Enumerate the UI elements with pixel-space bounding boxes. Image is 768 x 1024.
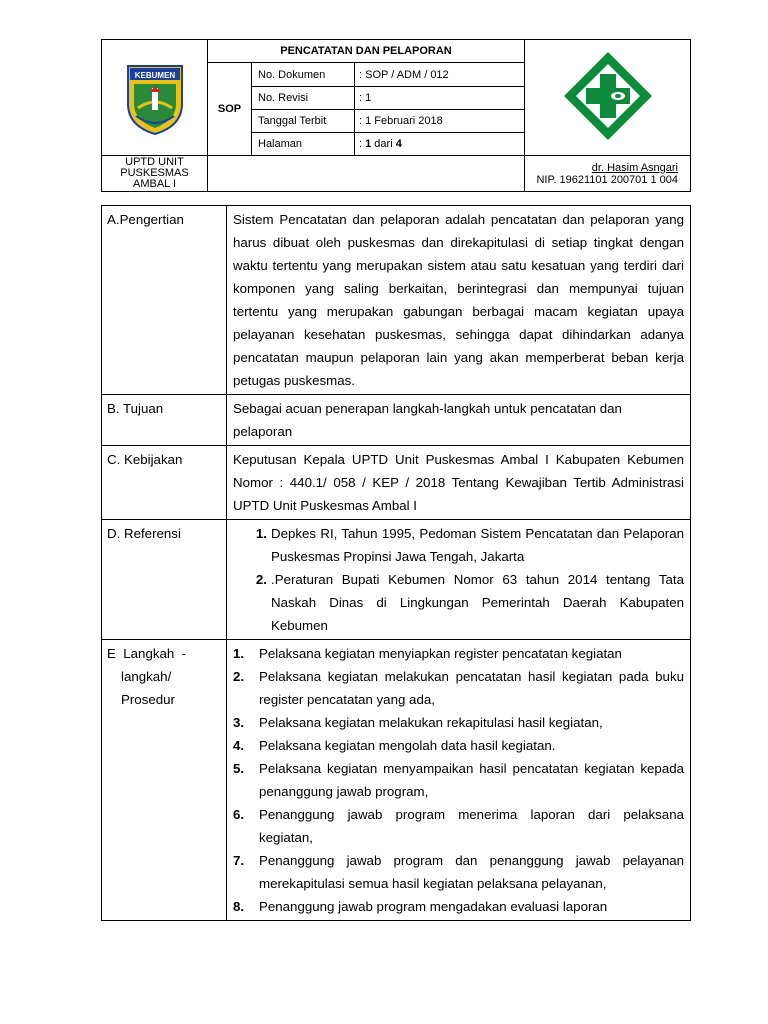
field-label-revisi: No. Revisi bbox=[252, 87, 355, 110]
list-item-number: 7. bbox=[233, 853, 245, 868]
list-item-text: Pelaksana kegiatan melakukan rekapitulasi hasil kegiatan, bbox=[259, 715, 603, 730]
list-item-number: 4. bbox=[233, 738, 245, 753]
list-item bbox=[233, 803, 684, 849]
halaman-dari: dari bbox=[371, 138, 396, 150]
kebumen-logo-cell bbox=[102, 40, 208, 156]
list-item-text: Pelaksana kegiatan menyampaikan hasil pencatatan kegiatan kepada penanggung jawab program, bbox=[259, 761, 684, 799]
list-item-number: 2. bbox=[255, 572, 267, 587]
list-item-number: 1. bbox=[255, 526, 267, 541]
field-label-dokumen: No. Dokumen bbox=[252, 63, 355, 87]
list-item bbox=[245, 522, 684, 568]
field-value-tanggal: : 1 Februari 2018 bbox=[355, 110, 525, 133]
text-tujuan: Sebagai acuan penerapan langkah-langkah untuk pencatatan dan pelaporan bbox=[227, 395, 691, 446]
list-item bbox=[233, 895, 684, 918]
row-langkah bbox=[102, 640, 691, 921]
list-item bbox=[233, 665, 684, 711]
list-item bbox=[233, 711, 684, 734]
list-item-number: 6. bbox=[233, 807, 245, 822]
field-label-tanggal: Tanggal Terbit bbox=[252, 110, 355, 133]
list-item-text: Pelaksana kegiatan mengolah data hasil kegiatan. bbox=[259, 738, 556, 753]
kebumen-crest-icon bbox=[124, 56, 186, 136]
document-title: PENCATATAN DAN PELAPORAN bbox=[208, 40, 525, 63]
halaman-prefix: : bbox=[359, 138, 366, 150]
puskesmas-logo-cell bbox=[525, 40, 691, 156]
sop-header-table bbox=[101, 39, 691, 192]
field-value-halaman bbox=[355, 133, 525, 156]
label-kebijakan: C. Kebijakan bbox=[102, 446, 227, 520]
label-referensi: D. Referensi bbox=[102, 520, 227, 640]
list-item-text: .Peraturan Bupati Kebumen Nomor 63 tahun 2014 tentang Tata Naskah Dinas di Lingkungan Pemerintah Daerah Kabupaten Kebumen bbox=[271, 572, 684, 633]
list-item-text: Depkes RI, Tahun 1995, Pedoman Sistem Pencatatan dan Pelaporan Puskesmas Propinsi Jawa Tengah, Jakarta bbox=[271, 526, 684, 564]
row-kebijakan bbox=[102, 446, 691, 520]
signer-nip: NIP. 19621101 200701 1 004 bbox=[536, 173, 678, 186]
list-item-number: 3. bbox=[233, 715, 245, 730]
list-item-number: 1. bbox=[233, 646, 245, 661]
list-referensi bbox=[227, 520, 691, 640]
crest-text: KEBUMEN bbox=[134, 71, 175, 80]
field-value-revisi: : 1 bbox=[355, 87, 525, 110]
sop-label: SOP bbox=[208, 63, 252, 156]
list-item-text: Penanggung jawab program menerima laporan dari pelaksana kegiatan, bbox=[259, 807, 684, 845]
list-item-number: 2. bbox=[233, 669, 245, 684]
field-value-dokumen: : SOP / ADM / 012 bbox=[355, 63, 525, 87]
row-pengertian bbox=[102, 206, 691, 395]
halaman-total: 4 bbox=[395, 138, 402, 150]
halaman-page: 1 bbox=[365, 138, 372, 150]
list-item bbox=[245, 568, 684, 637]
field-label-halaman: Halaman bbox=[252, 133, 355, 156]
label-tujuan: B. Tujuan bbox=[102, 395, 227, 446]
puskesmas-logo-icon bbox=[562, 50, 654, 142]
list-item-number: 8. bbox=[233, 899, 245, 914]
unit-name: UPTD UNIT PUSKESMAS AMBAL I bbox=[102, 156, 208, 192]
list-item-text: Pelaksana kegiatan melakukan pencatatan hasil kegiatan pada buku register pencatatan yang ada, bbox=[259, 669, 684, 707]
label-langkah-line1: E Langkah - bbox=[107, 646, 187, 661]
label-langkah-line3: Prosedur bbox=[121, 692, 175, 707]
signer-name: dr. Hasim Asngari bbox=[591, 161, 678, 174]
list-item bbox=[233, 757, 684, 803]
blank-cell bbox=[208, 156, 525, 192]
text-kebijakan: Keputusan Kepala UPTD Unit Puskesmas Ambal I Kabupaten Kebumen Nomor : 440.1/ 058 / KEP / 2018 Tentang Kewajiban Tertib Administrasi UPTD Unit Puskesmas Ambal I bbox=[227, 446, 691, 520]
list-item bbox=[233, 642, 684, 665]
label-pengertian: A.Pengertian bbox=[102, 206, 227, 395]
list-item-text: Penanggung jawab program dan penanggung jawab pelayanan merekapitulasi semua hasil kegiatan pelaksana pelayanan, bbox=[259, 853, 684, 891]
list-item bbox=[233, 849, 684, 895]
list-item bbox=[233, 734, 684, 757]
list-item-text: Penanggung jawab program mengadakan evaluasi laporan bbox=[259, 899, 608, 914]
row-referensi bbox=[102, 520, 691, 640]
signature-block bbox=[525, 156, 691, 192]
label-langkah bbox=[102, 640, 227, 921]
text-pengertian: Sistem Pencatatan dan pelaporan adalah pencatatan dan pelaporan yang harus dibuat oleh puskesmas dan direkapitulasi di setiap tingkat dengan waktu tertentu yang merupakan sistem atau satu kesatuan yang terdiri dari komponen yang saling berkaitan, berintegrasi dan mempunyai tujuan tertentu yang merupakan gabungan berbagai macam kegiatan upaya pelayanan kesehatan puskesmas, sehingga dapat dihindarkan adanya pencatatan maupun pelaporan lain yang akan memperberat beban kerja petugas puskesmas. bbox=[227, 206, 691, 395]
list-item-number: 5. bbox=[233, 761, 245, 776]
sop-body-table bbox=[101, 205, 691, 921]
list-item-text: Pelaksana kegiatan menyiapkan register pencatatan kegiatan bbox=[259, 646, 622, 661]
list-langkah bbox=[227, 640, 691, 921]
row-tujuan bbox=[102, 395, 691, 446]
label-langkah-line2: langkah/ bbox=[121, 669, 172, 684]
